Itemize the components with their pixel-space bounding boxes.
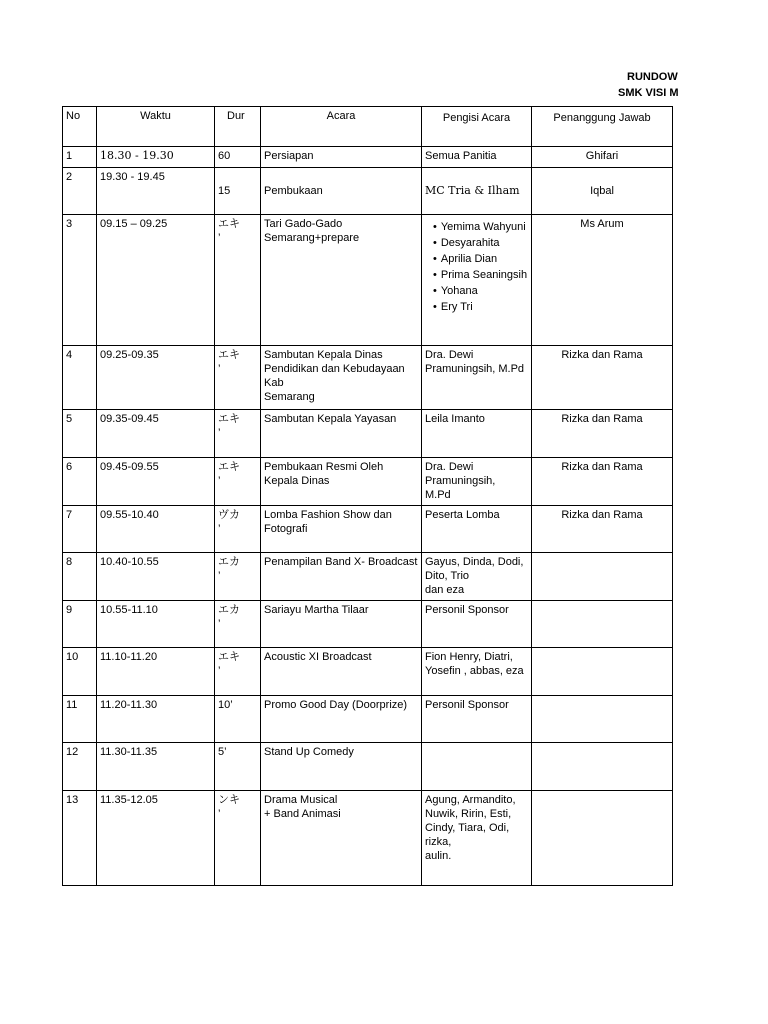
cell-waktu: 09.55-10.40 — [97, 506, 215, 553]
rundown-table — [62, 106, 673, 886]
cell-acara: Acoustic XI Broadcast — [261, 648, 422, 696]
cell-dur: 10’ — [215, 696, 261, 743]
table-row — [63, 743, 673, 791]
cell-penanggung-jawab: Rizka dan Rama — [532, 346, 673, 410]
cell-dur: エカ ’ — [215, 601, 261, 648]
table-row — [63, 346, 673, 410]
cell-penanggung-jawab: Rizka dan Rama — [532, 458, 673, 506]
cell-penanggung-jawab — [532, 696, 673, 743]
cell-pengisi — [422, 743, 532, 791]
cell-waktu: 11.30-11.35 — [97, 743, 215, 791]
table-row — [63, 791, 673, 886]
cell-acara: Pembukaan Resmi Oleh Kepala Dinas — [261, 458, 422, 506]
list-item: • Ery Tri — [433, 299, 528, 315]
table-row — [63, 648, 673, 696]
cell-penanggung-jawab — [532, 553, 673, 601]
table-row — [63, 696, 673, 743]
table-row — [63, 458, 673, 506]
cell-dur: 60 — [215, 147, 261, 168]
cell-no: 2 — [63, 168, 97, 215]
table-row — [63, 601, 673, 648]
cell-no: 9 — [63, 601, 97, 648]
table-row — [63, 506, 673, 553]
cell-waktu: 11.10-11.20 — [97, 648, 215, 696]
cell-waktu: 10.40-10.55 — [97, 553, 215, 601]
table-header-row — [63, 107, 673, 147]
document-title: RUNDOW — [627, 71, 678, 83]
cell-pengisi: Agung, Armandito, Nuwik, Ririn, Esti, Cindy, Tiara, Odi, rizka, aulin. — [422, 791, 532, 886]
cell-acara: Promo Good Day (Doorprize) — [261, 696, 422, 743]
cell-penanggung-jawab: Iqbal — [532, 168, 673, 215]
cell-acara: Penampilan Band X- Broadcast — [261, 553, 422, 601]
cell-dur: エキ ’ — [215, 346, 261, 410]
cell-acara: Persiapan — [261, 147, 422, 168]
cell-no: 11 — [63, 696, 97, 743]
cell-no: 12 — [63, 743, 97, 791]
cell-penanggung-jawab: Rizka dan Rama — [532, 506, 673, 553]
cell-no: 6 — [63, 458, 97, 506]
cell-pengisi: Semua Panitia — [422, 147, 532, 168]
header-dur: Dur — [215, 107, 261, 147]
list-item: • Aprilia Dian — [433, 251, 528, 267]
header-penanggung-jawab: Penanggung Jawab — [532, 107, 673, 147]
cell-waktu: 09.35-09.45 — [97, 410, 215, 458]
cell-penanggung-jawab — [532, 743, 673, 791]
cell-waktu: 19.30 - 19.45 — [97, 168, 215, 215]
header-waktu: Waktu — [97, 107, 215, 147]
cell-acara: Tari Gado-Gado Semarang+prepare — [261, 215, 422, 346]
cell-waktu: 09.15 – 09.25 — [97, 215, 215, 346]
cell-pengisi: Peserta Lomba — [422, 506, 532, 553]
cell-no: 3 — [63, 215, 97, 346]
cell-waktu: 18.30 - 19.30 — [97, 147, 215, 168]
cell-acara: Drama Musical + Band Animasi — [261, 791, 422, 886]
cell-dur: ヴカ ’ — [215, 506, 261, 553]
cell-dur: ンキ ’ — [215, 791, 261, 886]
pengisi-list — [425, 219, 528, 315]
cell-penanggung-jawab: Ms Arum — [532, 215, 673, 346]
cell-pengisi — [422, 215, 532, 346]
cell-penanggung-jawab: Rizka dan Rama — [532, 410, 673, 458]
list-item: • Yemima Wahyuni — [433, 219, 528, 235]
cell-acara: Sambutan Kepala Dinas Pendidikan dan Kebudayaan Kab Semarang — [261, 346, 422, 410]
cell-acara: Lomba Fashion Show dan Fotografi — [261, 506, 422, 553]
cell-penanggung-jawab — [532, 791, 673, 886]
cell-acara: Sambutan Kepala Yayasan — [261, 410, 422, 458]
cell-pengisi: MC Tria & Ilham — [422, 168, 532, 215]
cell-waktu: 09.45-09.55 — [97, 458, 215, 506]
cell-dur: エキ ’ — [215, 215, 261, 346]
cell-acara: Stand Up Comedy — [261, 743, 422, 791]
header-pengisi: Pengisi Acara — [422, 107, 532, 147]
list-item: • Yohana — [433, 283, 528, 299]
list-item: • Prima Seaningsih — [433, 267, 528, 283]
cell-penanggung-jawab: Ghifari — [532, 147, 673, 168]
cell-no: 5 — [63, 410, 97, 458]
cell-no: 10 — [63, 648, 97, 696]
cell-dur: エカ ’ — [215, 553, 261, 601]
table-row — [63, 168, 673, 215]
cell-penanggung-jawab — [532, 601, 673, 648]
cell-dur: 5’ — [215, 743, 261, 791]
cell-dur: 15 — [215, 168, 261, 215]
table-row — [63, 553, 673, 601]
table-row — [63, 410, 673, 458]
cell-waktu: 09.25-09.35 — [97, 346, 215, 410]
cell-no: 4 — [63, 346, 97, 410]
cell-penanggung-jawab — [532, 648, 673, 696]
header-acara: Acara — [261, 107, 422, 147]
cell-pengisi: Fion Henry, Diatri, Yosefin , abbas, eza — [422, 648, 532, 696]
cell-pengisi: Gayus, Dinda, Dodi, Dito, Trio dan eza — [422, 553, 532, 601]
cell-acara: Sariayu Martha Tilaar — [261, 601, 422, 648]
cell-no: 1 — [63, 147, 97, 168]
cell-waktu: 11.35-12.05 — [97, 791, 215, 886]
cell-no: 7 — [63, 506, 97, 553]
list-item: • Desyarahita — [433, 235, 528, 251]
header-no: No — [63, 107, 97, 147]
cell-waktu: 10.55-11.10 — [97, 601, 215, 648]
cell-pengisi: Personil Sponsor — [422, 696, 532, 743]
cell-no: 8 — [63, 553, 97, 601]
cell-dur: エキ ’ — [215, 648, 261, 696]
cell-pengisi: Dra. Dewi Pramuningsih, M.Pd — [422, 346, 532, 410]
cell-pengisi: Personil Sponsor — [422, 601, 532, 648]
cell-dur: エキ ’ — [215, 410, 261, 458]
cell-pengisi: Dra. Dewi Pramuningsih, M.Pd — [422, 458, 532, 506]
cell-no: 13 — [63, 791, 97, 886]
table-row — [63, 215, 673, 346]
cell-pengisi: Leila Imanto — [422, 410, 532, 458]
cell-dur: エキ ’ — [215, 458, 261, 506]
cell-waktu: 11.20-11.30 — [97, 696, 215, 743]
cell-acara: Pembukaan — [261, 168, 422, 215]
table-row — [63, 147, 673, 168]
document-subtitle: SMK VISI M — [618, 87, 679, 99]
